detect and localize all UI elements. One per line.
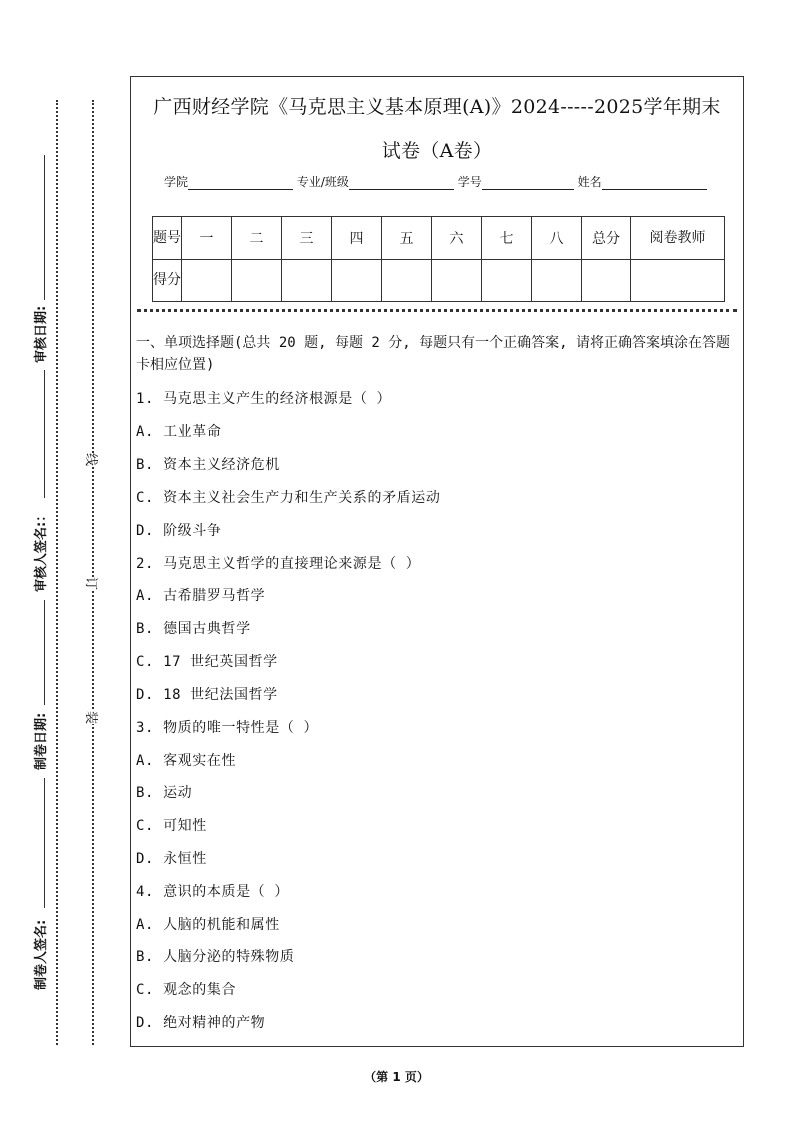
- score-table: [152, 216, 725, 302]
- section-heading: 一、单项选择题(总共 20 题, 每题 2 分, 每题只有一个正确答案, 请将正确答案填涂在答题卡相应位置): [136, 335, 730, 373]
- score-input[interactable]: [182, 259, 232, 302]
- binding-dotted-line-left: [56, 100, 58, 1045]
- question-option: D. 永恒性: [136, 851, 207, 867]
- question-stem: 4. 意识的本质是（ ）: [136, 884, 289, 900]
- score-cell-label: 题号: [153, 217, 182, 260]
- question-option: A. 人脑的机能和属性: [136, 917, 280, 933]
- score-table-header-row: [153, 217, 725, 260]
- score-cell-grader: 阅卷教师: [631, 217, 725, 260]
- score-input[interactable]: [482, 259, 532, 302]
- question-option: D. 阶级斗争: [136, 523, 222, 539]
- field-blank-college[interactable]: [188, 177, 293, 190]
- field-blank-student-id[interactable]: [482, 177, 574, 190]
- score-row-label: 得分: [153, 259, 182, 302]
- review-date-label: 审核日期:: [34, 305, 49, 363]
- signature-line: [44, 778, 45, 908]
- question-option: C. 可知性: [136, 818, 207, 834]
- exam-title-line1: 广西财经学院《马克思主义基本原理(A)》2024-----2025学年期末: [153, 96, 721, 118]
- signature-line: [44, 155, 45, 300]
- field-label-college: 学院: [164, 175, 189, 189]
- field-label-major-class: 专业/班级: [296, 175, 349, 189]
- reviewer-signature-label: 审核人签名:：: [34, 508, 49, 592]
- exam-title-line2: 试卷（A卷）: [381, 140, 493, 162]
- field-label-name: 姓名: [577, 175, 602, 189]
- score-cell-q1: 一: [182, 217, 232, 260]
- question-stem: 1. 马克思主义产生的经济根源是（ ）: [136, 391, 392, 407]
- field-label-student-id: 学号: [457, 175, 482, 189]
- score-cell-q7: 七: [482, 217, 532, 260]
- score-cell-q3: 三: [282, 217, 332, 260]
- student-info-row: [164, 173, 707, 190]
- cut-word-xian: 线: [81, 453, 104, 466]
- cut-word-ding: 订: [81, 577, 104, 590]
- question-stem: 2. 马克思主义哲学的直接理论来源是（ ）: [136, 556, 421, 572]
- score-table-score-row: [153, 259, 725, 302]
- binding-dotted-line-right: [92, 100, 94, 1045]
- score-input[interactable]: [332, 259, 382, 302]
- score-input[interactable]: [232, 259, 282, 302]
- question-option: B. 人脑分泌的特殊物质: [136, 949, 295, 965]
- score-input[interactable]: [382, 259, 432, 302]
- question-option: D. 绝对精神的产物: [136, 1015, 266, 1031]
- exam-title: [131, 87, 743, 171]
- field-blank-major-class[interactable]: [349, 177, 454, 190]
- score-cell-q4: 四: [332, 217, 382, 260]
- paper-date-label: 制卷日期:: [34, 712, 49, 770]
- section-separator: [137, 309, 737, 312]
- score-cell-q6: 六: [432, 217, 482, 260]
- page-number: （第 1 页）: [364, 1070, 429, 1084]
- question-option: A. 古希腊罗马哲学: [136, 588, 266, 604]
- question-option: C. 观念的集合: [136, 982, 237, 998]
- signature-line: [44, 370, 45, 498]
- question-option: B. 资本主义经济危机: [136, 457, 280, 473]
- cut-word-zhuang: 装: [81, 711, 104, 724]
- score-cell-q2: 二: [232, 217, 282, 260]
- question-option: C. 17 世纪英国哲学: [136, 654, 278, 670]
- score-input[interactable]: [532, 259, 582, 302]
- question-option: B. 运动: [136, 785, 193, 801]
- question-option: B. 德国古典哲学: [136, 621, 251, 637]
- score-input-total[interactable]: [582, 259, 631, 302]
- question-option: A. 客观实在性: [136, 753, 237, 769]
- score-cell-total: 总分: [582, 217, 631, 260]
- score-input[interactable]: [432, 259, 482, 302]
- score-input[interactable]: [282, 259, 332, 302]
- question-stem: 3. 物质的唯一特性是（ ）: [136, 720, 319, 736]
- score-input-grader[interactable]: [631, 259, 725, 302]
- score-cell-q5: 五: [382, 217, 432, 260]
- question-option: D. 18 世纪法国哲学: [136, 687, 278, 703]
- paper-maker-signature-label: 制卷人签名:: [34, 919, 49, 990]
- question-option: A. 工业革命: [136, 424, 222, 440]
- exam-paper: [130, 76, 744, 1047]
- signature-line: [44, 600, 45, 705]
- score-cell-q8: 八: [532, 217, 582, 260]
- field-blank-name[interactable]: [602, 177, 707, 190]
- question-option: C. 资本主义社会生产力和生产关系的矛盾运动: [136, 490, 441, 506]
